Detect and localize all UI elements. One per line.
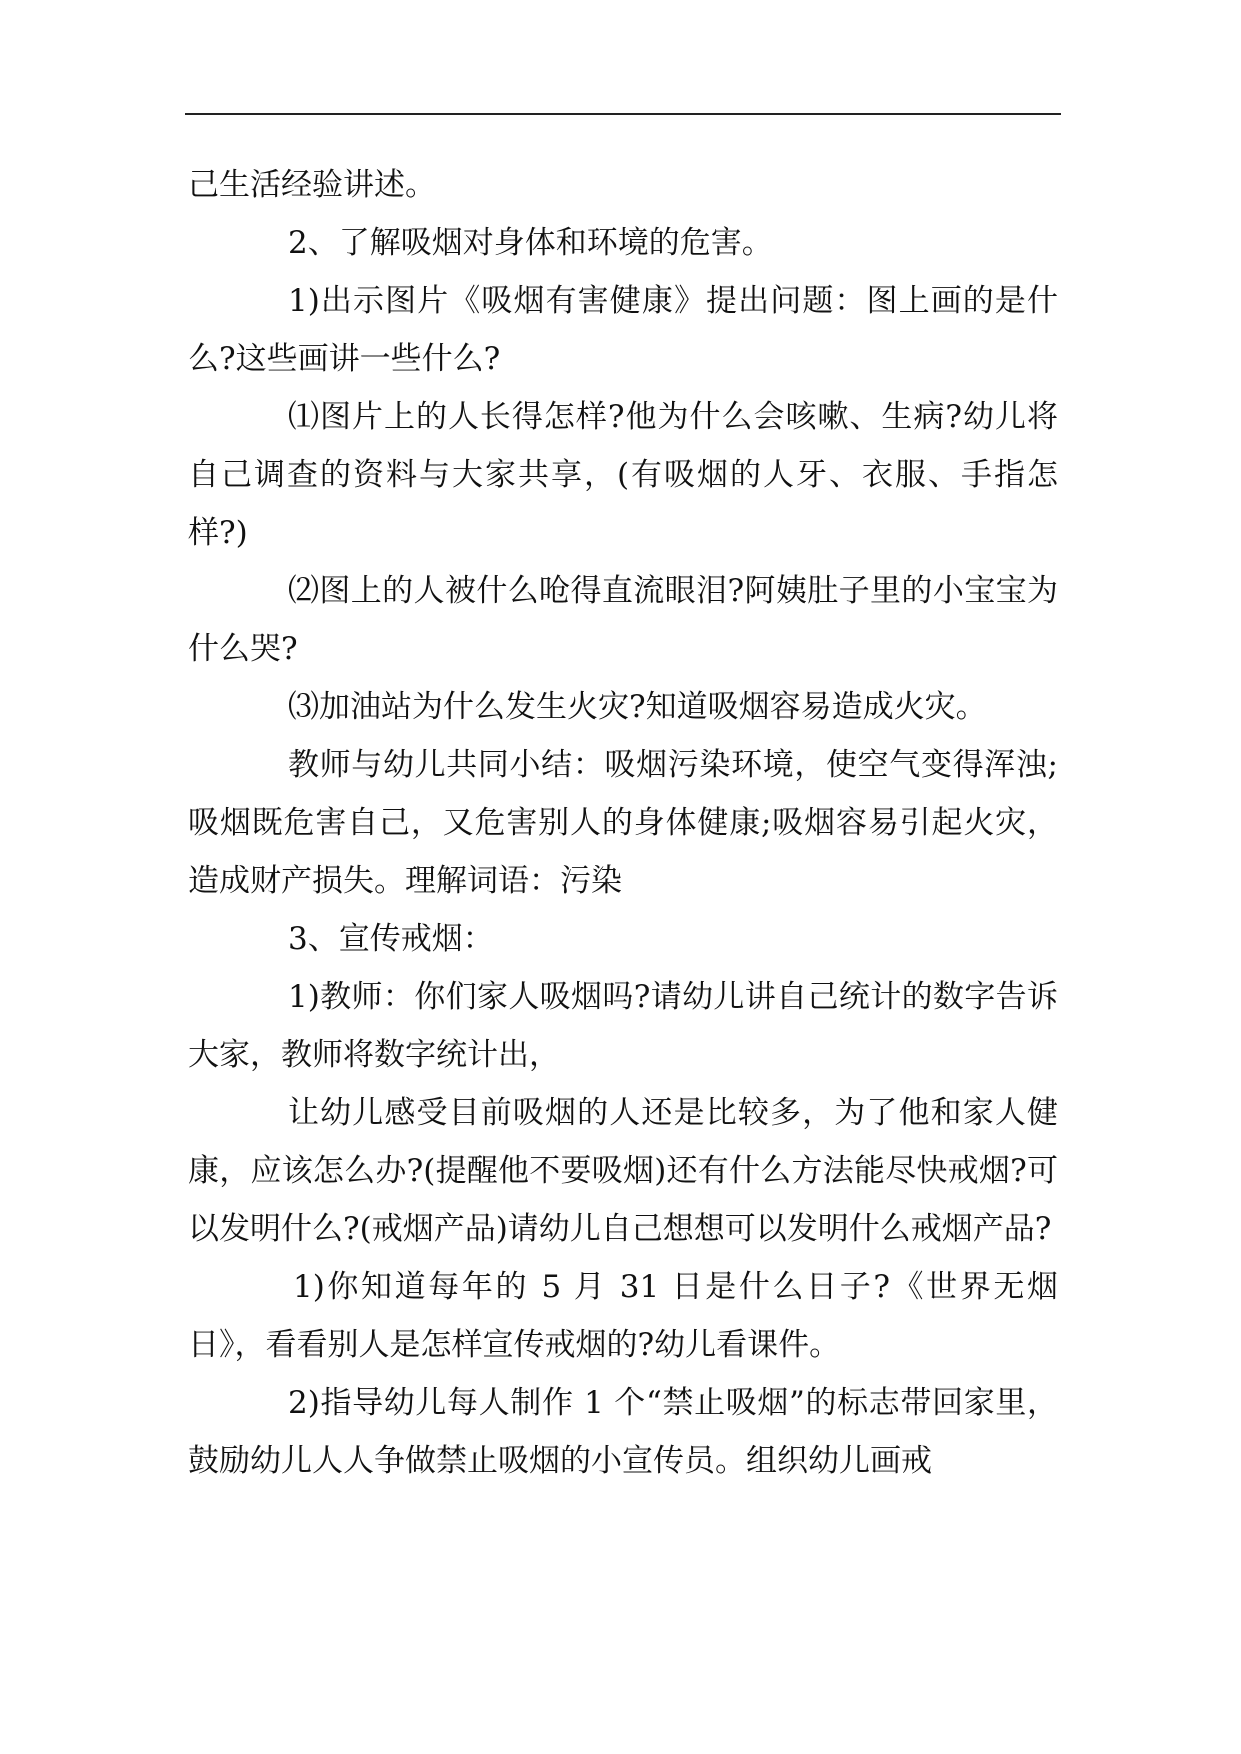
header-rule (185, 113, 1061, 115)
paragraph-12: 2)指导幼儿每人制作 1 个“禁止吸烟”的标志带回家里，鼓励幼儿人人争做禁止吸烟的小宣传员。组织幼儿画戒 (188, 1385, 1058, 1479)
paragraph-7: 教师与幼儿共同小结：吸烟污染环境，使空气变得浑浊;吸烟既危害自己，又危害别人的身体健康;吸烟容易引起火灾，造成财产损失。理解词语：污染 (188, 747, 1058, 899)
paragraph-1: 己生活经验讲述。 (188, 167, 436, 203)
document-body (188, 156, 1058, 1490)
paragraph-5: ⑵图上的人被什么呛得直流眼泪?阿姨肚子里的小宝宝为什么哭? (188, 573, 1058, 667)
paragraph-4: ⑴图片上的人长得怎样?他为什么会咳嗽、生病?幼儿将自己调查的资料与大家共享，(有吸烟的人牙、衣服、手指怎样?) (188, 399, 1058, 551)
paragraph-2: 2、了解吸烟对身体和环境的危害。 (288, 225, 773, 261)
paragraph-8: 3、宣传戒烟： (288, 921, 494, 957)
paragraph-6: ⑶加油站为什么发生火灾?知道吸烟容易造成火灾。 (288, 689, 987, 725)
paragraph-10: 让幼儿感受目前吸烟的人还是比较多，为了他和家人健康，应该怎么办?(提醒他不要吸烟)还有什么方法能尽快戒烟?可以发明什么?(戒烟产品)请幼儿自己想想可以发明什么戒烟产品? (188, 1095, 1058, 1247)
paragraph-11: 1)你知道每年的 5 月 31 日是什么日子?《世界无烟日》，看看别人是怎样宣传戒烟的?幼儿看课件。 (188, 1269, 1058, 1363)
paragraph-9: 1)教师：你们家人吸烟吗?请幼儿讲自己统计的数字告诉大家，教师将数字统计出， (188, 979, 1058, 1073)
paragraph-3: 1)出示图片《吸烟有害健康》提出问题：图上画的是什么?这些画讲一些什么? (188, 283, 1058, 377)
